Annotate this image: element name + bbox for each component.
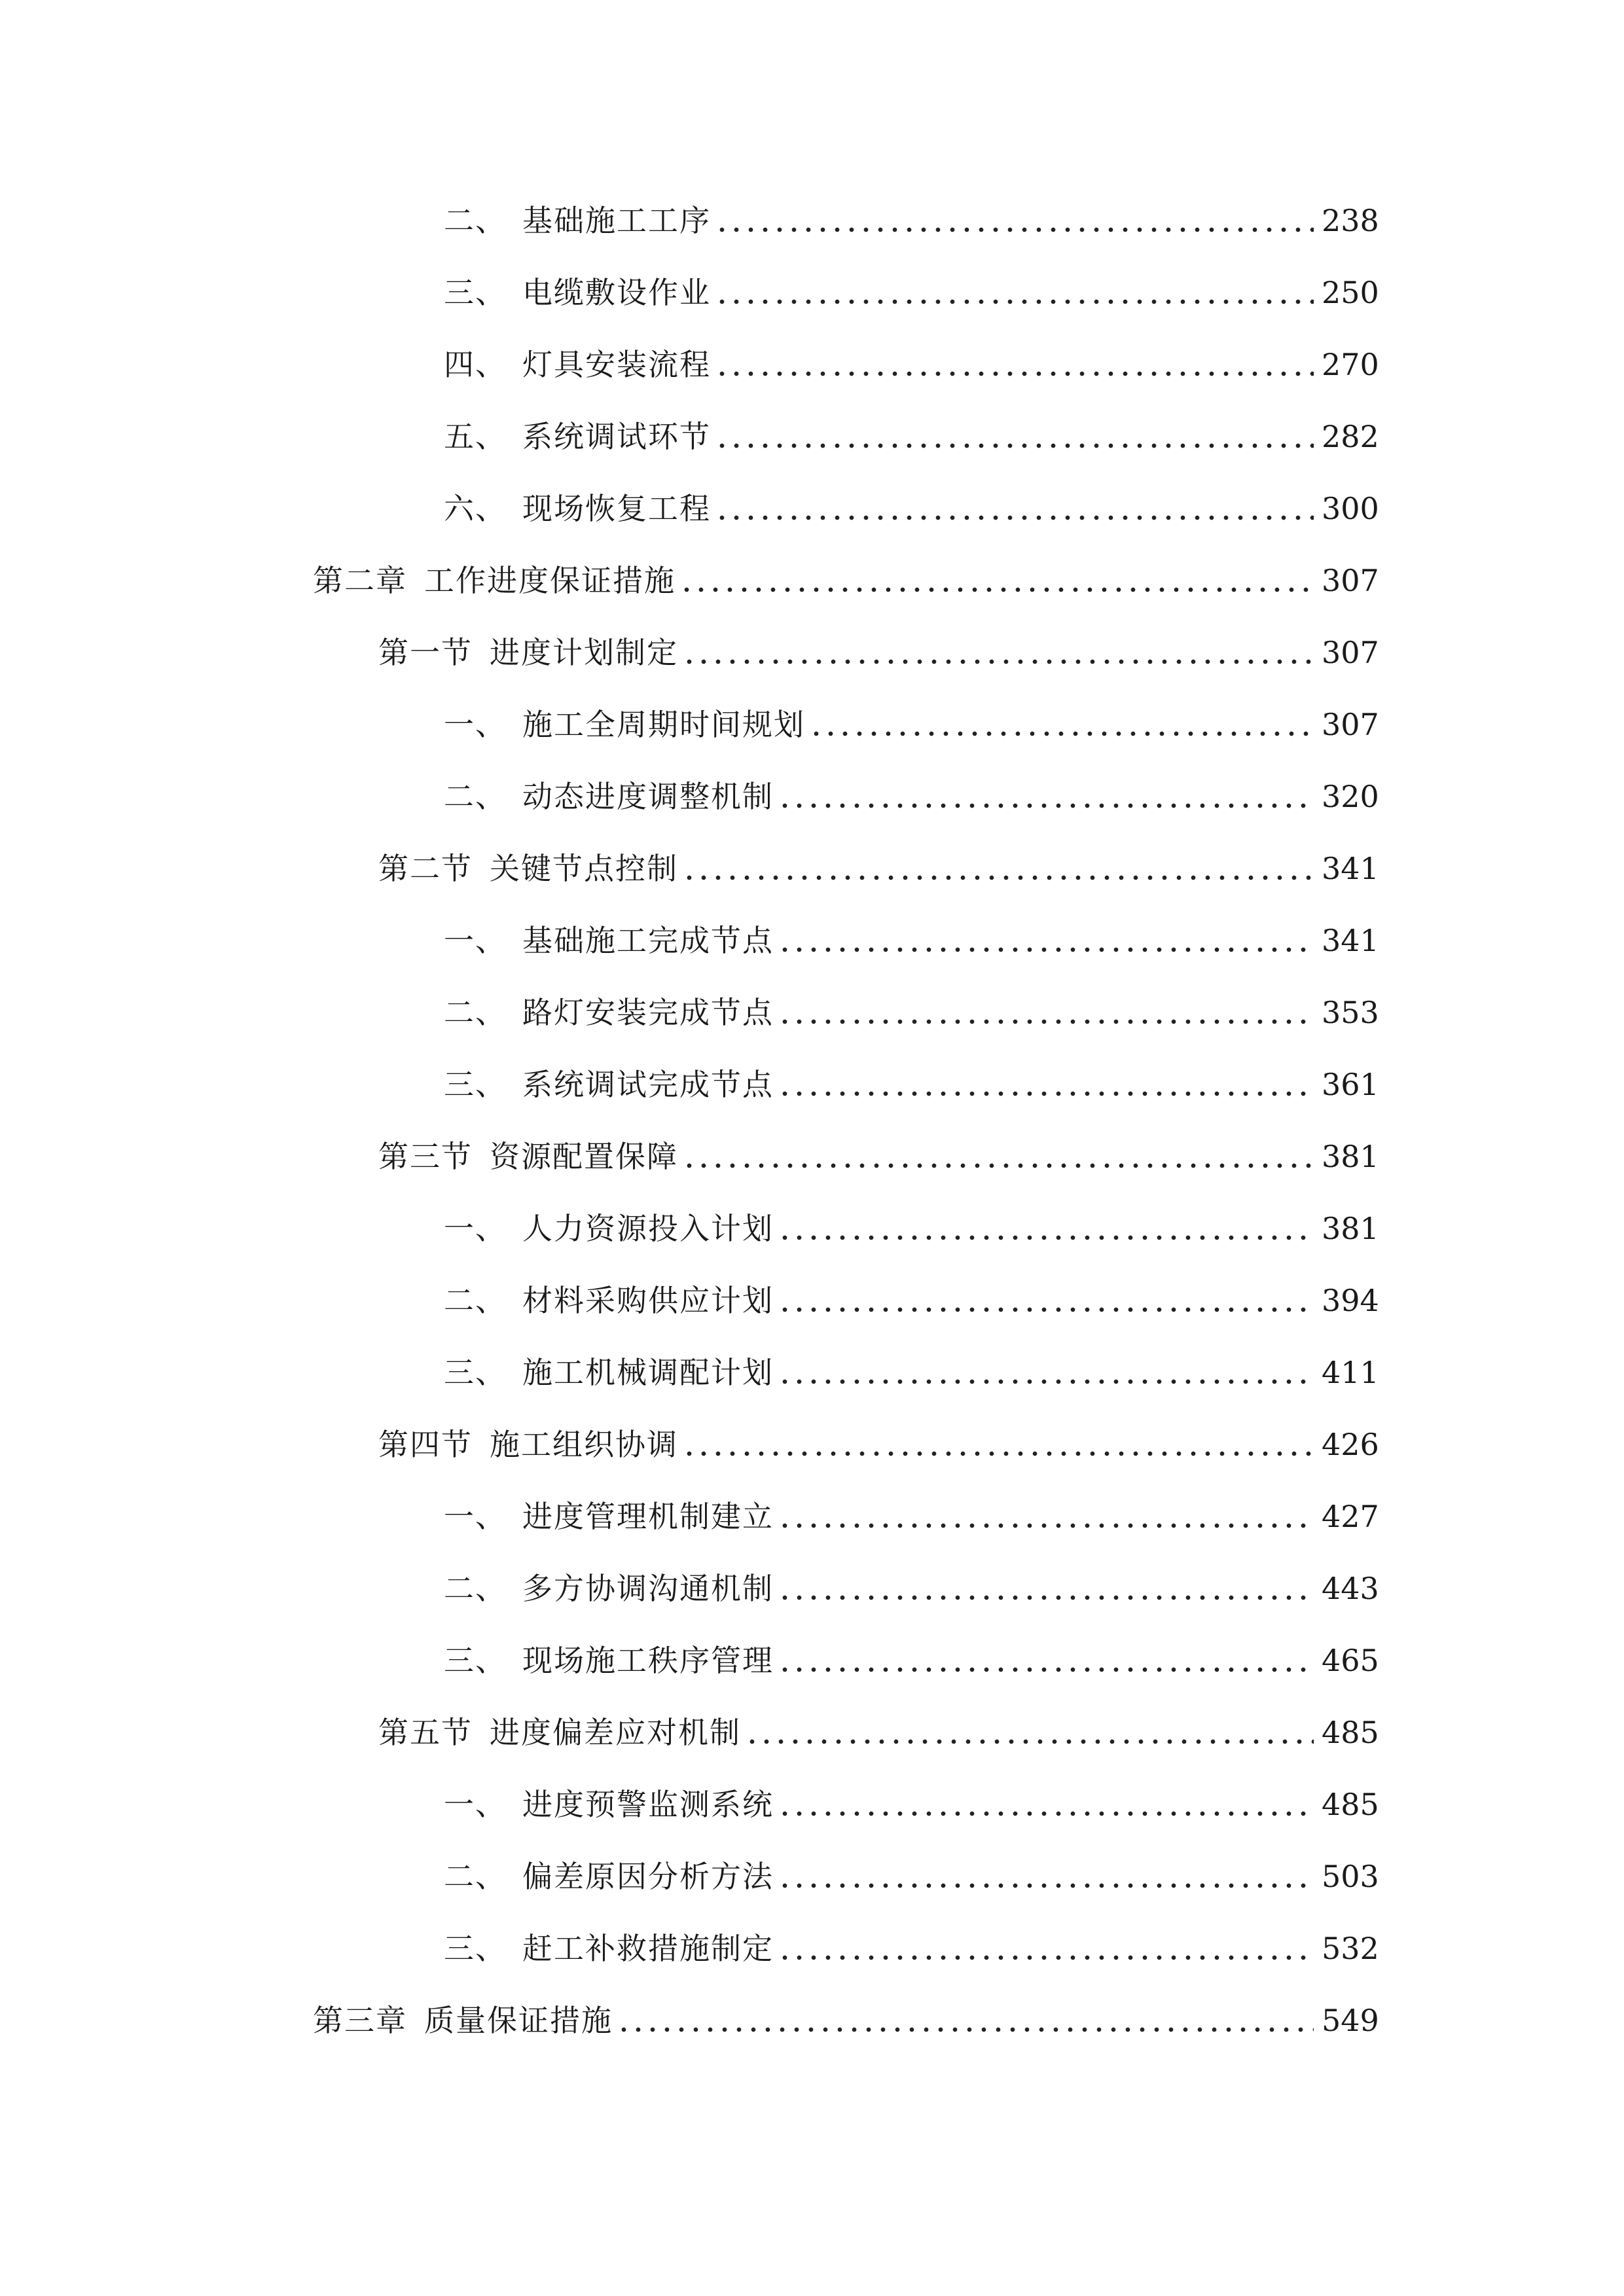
dot-leader — [778, 1562, 1314, 1615]
dot-leader — [778, 1778, 1314, 1831]
toc-entry-page: 353 — [1322, 995, 1379, 1030]
toc-entry-title: 赶工补救措施制定 — [522, 1931, 774, 1966]
toc-entry-page: 394 — [1322, 1283, 1379, 1318]
toc-entry-title: 基础施工完成节点 — [522, 923, 774, 958]
dot-leader — [778, 914, 1314, 967]
toc-entry[interactable] — [378, 1706, 1379, 1759]
toc-entry-number: 第三节 — [378, 1139, 473, 1174]
dot-leader — [778, 1346, 1314, 1399]
toc-entry[interactable] — [444, 1058, 1379, 1111]
dot-leader — [778, 1850, 1314, 1903]
toc-entry-title: 电缆敷设作业 — [522, 275, 711, 310]
toc-entry-page: 307 — [1322, 635, 1379, 670]
toc-entry[interactable] — [444, 770, 1379, 823]
toc-entry-number: 一、 — [444, 923, 507, 958]
toc-entry-number: 六、 — [444, 491, 507, 526]
toc-entry[interactable] — [313, 1994, 1379, 2047]
toc-entry-number: 一、 — [444, 707, 507, 742]
toc-entry-page: 426 — [1322, 1427, 1379, 1462]
toc-entry-title: 多方协调沟通机制 — [522, 1571, 774, 1606]
toc-entry-title: 现场恢复工程 — [522, 491, 711, 526]
toc-entry-title: 路灯安装完成节点 — [522, 995, 774, 1030]
toc-entry-page: 532 — [1322, 1931, 1379, 1966]
toc-entry-title: 质量保证措施 — [424, 2003, 613, 2038]
toc-entry[interactable] — [444, 1346, 1379, 1399]
toc-entry[interactable] — [444, 1562, 1379, 1615]
toc-entry-title: 系统调试环节 — [522, 419, 711, 454]
dot-leader — [778, 1490, 1314, 1543]
toc-entry[interactable] — [378, 1418, 1379, 1471]
toc-entry[interactable] — [444, 1274, 1379, 1327]
toc-entry-page: 238 — [1322, 203, 1379, 238]
dot-leader — [715, 266, 1314, 319]
toc-entry-page: 381 — [1322, 1211, 1379, 1246]
toc-entry-number: 二、 — [444, 995, 507, 1030]
toc-entry-page: 465 — [1322, 1643, 1379, 1678]
toc-entry-number: 三、 — [444, 275, 507, 310]
toc-entry-title: 偏差原因分析方法 — [522, 1859, 774, 1894]
toc-entry-title: 进度预警监测系统 — [522, 1787, 774, 1822]
toc-entry[interactable] — [444, 1202, 1379, 1255]
toc-entry[interactable] — [444, 1490, 1379, 1543]
toc-entry-number: 二、 — [444, 779, 507, 814]
toc-entry-title: 灯具安装流程 — [522, 347, 711, 382]
toc-entry[interactable] — [444, 194, 1379, 247]
toc-entry-title: 工作进度保证措施 — [424, 563, 676, 598]
dot-leader — [682, 1418, 1314, 1471]
toc-entry-page: 250 — [1322, 275, 1379, 310]
toc-entry[interactable] — [444, 1634, 1379, 1687]
toc-entry-number: 一、 — [444, 1499, 507, 1534]
toc-entry-number: 二、 — [444, 203, 507, 238]
dot-leader — [778, 1202, 1314, 1255]
toc-entry[interactable] — [444, 1778, 1379, 1831]
toc-entry-page: 307 — [1322, 563, 1379, 598]
toc-entry-title: 关键节点控制 — [490, 851, 678, 886]
dot-leader — [617, 1994, 1314, 2047]
toc-entry[interactable] — [444, 482, 1379, 535]
toc-entry-title: 施工组织协调 — [490, 1427, 678, 1462]
toc-entry-number: 二、 — [444, 1571, 507, 1606]
toc-entry-page: 381 — [1322, 1139, 1379, 1174]
toc-entry[interactable] — [313, 554, 1379, 607]
dot-leader — [745, 1706, 1314, 1759]
dot-leader — [715, 482, 1314, 535]
toc-entry-number: 二、 — [444, 1859, 507, 1894]
toc-entry[interactable] — [444, 338, 1379, 391]
dot-leader — [682, 1130, 1314, 1183]
toc-entry-number: 三、 — [444, 1067, 507, 1102]
dot-leader — [715, 338, 1314, 391]
toc-entry-number: 一、 — [444, 1787, 507, 1822]
toc-entry-number: 第三章 — [313, 2003, 407, 2038]
toc-entry-title: 进度管理机制建立 — [522, 1499, 774, 1534]
toc-entry-number: 五、 — [444, 419, 507, 454]
toc-entry-number: 四、 — [444, 347, 507, 382]
toc-entry[interactable] — [444, 698, 1379, 751]
toc-entry-title: 人力资源投入计划 — [522, 1211, 774, 1246]
toc-entry-number: 二、 — [444, 1283, 507, 1318]
toc-entry-page: 361 — [1322, 1067, 1379, 1102]
toc-entry-number: 第二节 — [378, 851, 473, 886]
dot-leader — [778, 986, 1314, 1039]
toc-entry[interactable] — [378, 1130, 1379, 1183]
dot-leader — [778, 770, 1314, 823]
dot-leader — [682, 626, 1314, 679]
toc-entry-title: 现场施工秩序管理 — [522, 1643, 774, 1678]
toc-entry-title: 施工机械调配计划 — [522, 1355, 774, 1390]
toc-entry-title: 资源配置保障 — [490, 1139, 678, 1174]
toc-entry-page: 443 — [1322, 1571, 1379, 1606]
toc-entry-title: 材料采购供应计划 — [522, 1283, 774, 1318]
toc-entry-page: 503 — [1322, 1859, 1379, 1894]
toc-entry-number: 第一节 — [378, 635, 473, 670]
toc-entry-page: 341 — [1322, 923, 1379, 958]
toc-entry[interactable] — [444, 1850, 1379, 1903]
toc-entry-page: 307 — [1322, 707, 1379, 742]
toc-entry-number: 第五节 — [378, 1715, 473, 1750]
toc-entry-title: 进度计划制定 — [490, 635, 678, 670]
toc-entry-title: 基础施工工序 — [522, 203, 711, 238]
toc-entry-title: 动态进度调整机制 — [522, 779, 774, 814]
toc-entry-page: 270 — [1322, 347, 1379, 382]
dot-leader — [778, 1922, 1314, 1975]
toc-entry-page: 549 — [1322, 2003, 1379, 2038]
toc-entry-page: 485 — [1322, 1715, 1379, 1750]
toc-entry[interactable] — [444, 266, 1379, 319]
dot-leader — [679, 554, 1314, 607]
toc-entry-page: 341 — [1322, 851, 1379, 886]
toc-entry-page: 282 — [1322, 419, 1379, 454]
dot-leader — [715, 410, 1314, 463]
toc-entry-number: 三、 — [444, 1931, 507, 1966]
toc-entry-page: 300 — [1322, 491, 1379, 526]
toc-entry-page: 485 — [1322, 1787, 1379, 1822]
dot-leader — [778, 1274, 1314, 1327]
dot-leader — [682, 842, 1314, 895]
toc-entry-number: 第二章 — [313, 563, 407, 598]
dot-leader — [809, 698, 1314, 751]
dot-leader — [778, 1634, 1314, 1687]
toc-entry[interactable] — [378, 842, 1379, 895]
toc-entry-title: 系统调试完成节点 — [522, 1067, 774, 1102]
toc-entry[interactable] — [378, 626, 1379, 679]
toc-entry[interactable] — [444, 986, 1379, 1039]
toc-entry-number: 三、 — [444, 1355, 507, 1390]
dot-leader — [715, 194, 1314, 247]
toc-entry-title: 施工全周期时间规划 — [522, 707, 805, 742]
toc-entry-number: 第四节 — [378, 1427, 473, 1462]
dot-leader — [778, 1058, 1314, 1111]
toc-entry-number: 一、 — [444, 1211, 507, 1246]
toc-entry-page: 320 — [1322, 779, 1379, 814]
toc-entry-page: 427 — [1322, 1499, 1379, 1534]
toc-entry-number: 三、 — [444, 1643, 507, 1678]
toc-entry-page: 411 — [1322, 1355, 1379, 1390]
toc-entry-title: 进度偏差应对机制 — [490, 1715, 741, 1750]
toc-entry[interactable] — [444, 914, 1379, 967]
toc-entry[interactable] — [444, 1922, 1379, 1975]
toc-entry[interactable] — [444, 410, 1379, 463]
